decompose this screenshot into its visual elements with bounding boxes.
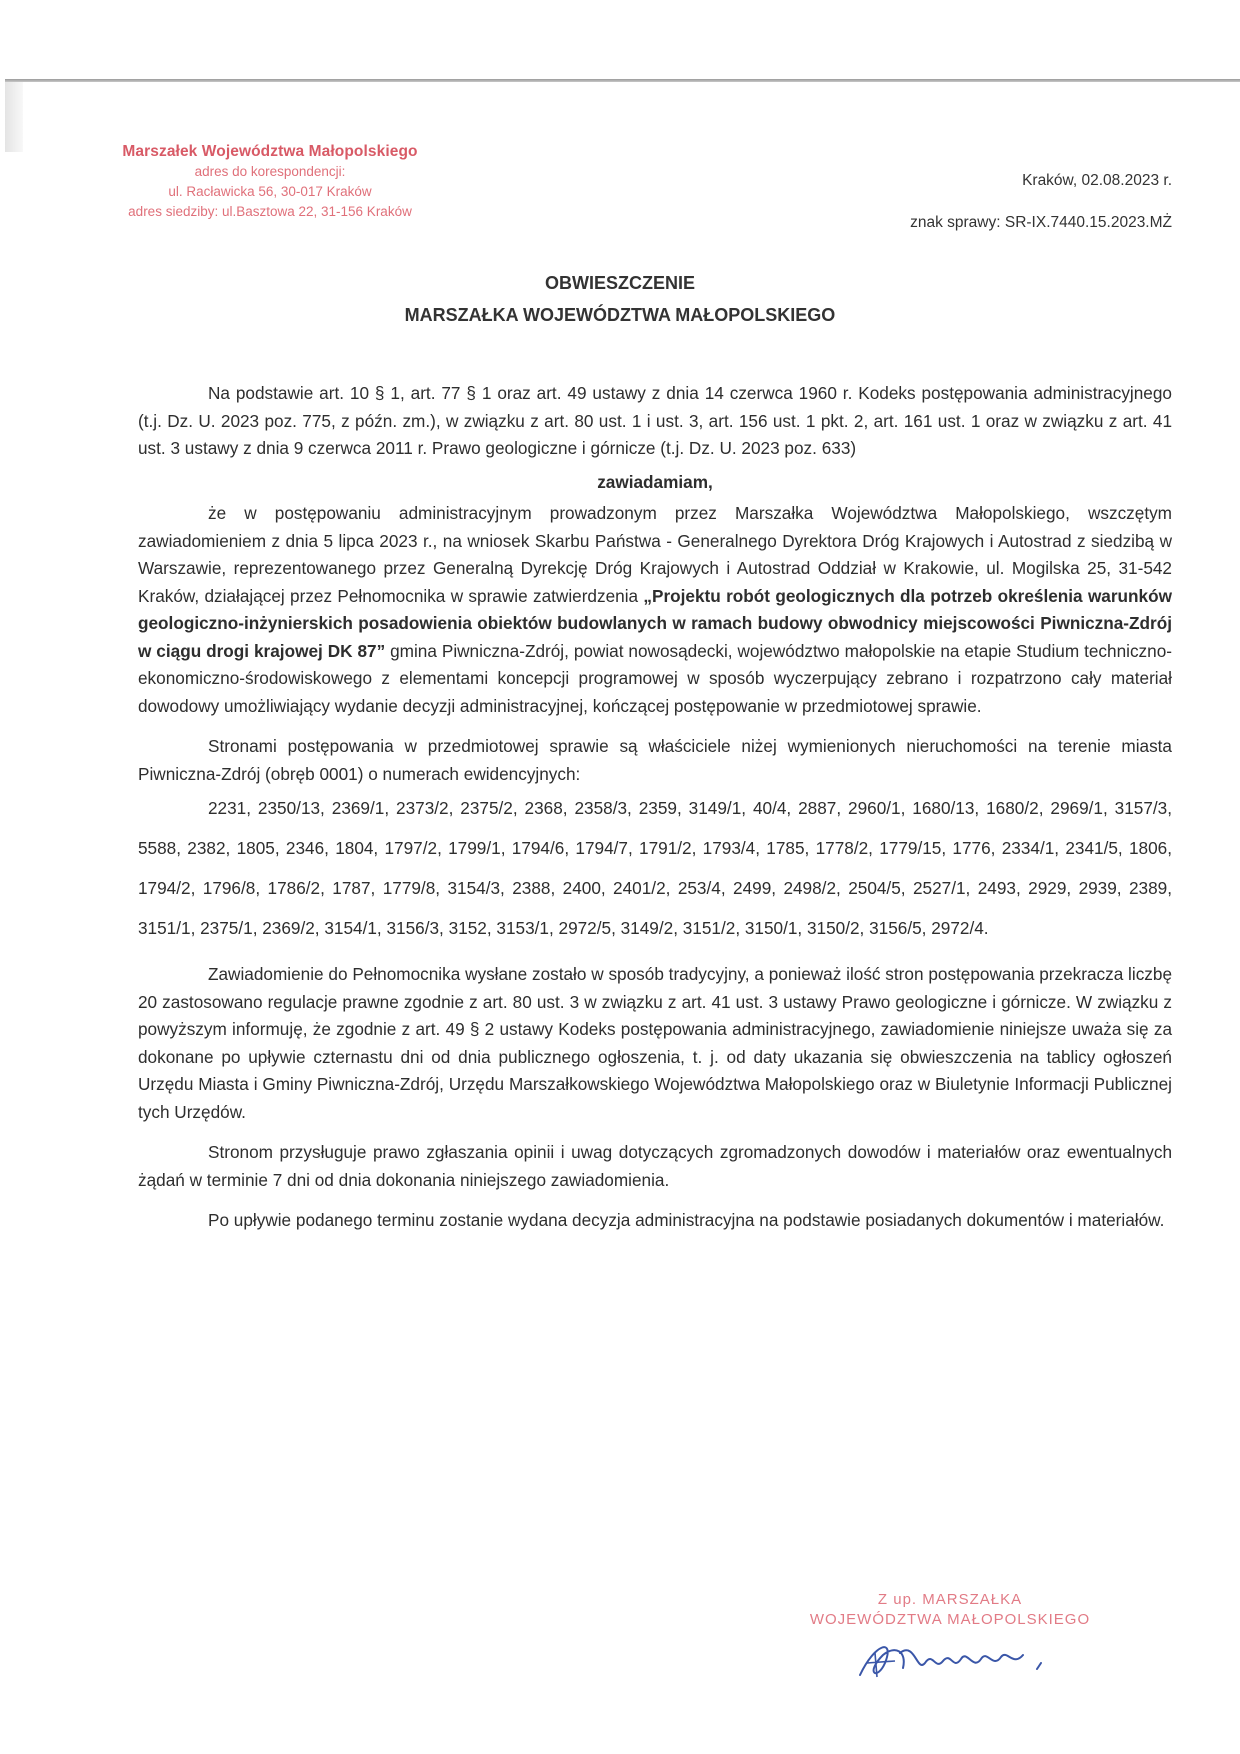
project-title: „Projektu robót geologicznych dla potrzeb określenia warunków geologiczno-inżynierskich posadowienia obiektów budowlanych w ramach budowy obwodnicy miejscowości Piwniczna-Zdrój w ciągu drogi krajowej DK 87”	[138, 585, 1172, 661]
document-title	[0, 267, 1240, 331]
sender-address-label: adres do korespondencji:	[194, 164, 346, 179]
sender-correspondence-address: ul. Racławicka 56, 30-017 Kraków	[168, 184, 372, 199]
decision-paragraph: Po upływie podanego terminu zostanie wydana decyzja administracyjna na podstawie posiadanych dokumentów i materiałów.	[208, 1210, 1165, 1230]
proceedings-text-start: że w postępowaniu administracyjnym prowadzonym przez Marszałka Województwa Małopolskiego, wszczętym zawiadomieniem z dnia 5 lipca 2023 r., na wniosek Skarbu Państwa - Generalnego Dyrektora Dróg Krajowych i Autostrad z siedzibą w Warszawie, reprezentowanego przez Generalną Dyrekcję Dróg Krajowych i Autostrad Oddział w Krakowie, ul. Mogilska 25, 31-542 Kraków, działającej przez Pełnomocnika w sprawie zatwierdzenia	[138, 503, 1172, 606]
parties-paragraph: Stronami postępowania w przedmiotowej sprawie są właściciele niżej wymienionych nieruchomości na terenie miasta Piwniczna-Zdrój (obręb 0001) o numerach ewidencyjnych:	[138, 736, 1172, 784]
notify-heading: zawiadamiam,	[597, 471, 713, 492]
stamp-line-1: Z up. MARSZAŁKA	[877, 1591, 1023, 1608]
stamp-line-2: WOJEWÓDZTWA MAŁOPOLSKIEGO	[809, 1611, 1091, 1628]
scan-edge-top	[5, 79, 1240, 82]
rights-paragraph: Stronom przysługuje prawo zgłaszania opinii i uwag dotyczących zgromadzonych dowodów i materiałów oraz ewentualnych żądań w terminie 7 dni od dnia dokonania niniejszego zawiadomienia.	[138, 1142, 1172, 1190]
title-line-1: OBWIESZCZENIE	[544, 273, 695, 293]
sender-org: Marszałek Województwa Małopolskiego	[122, 143, 418, 160]
document-date: Kraków, 02.08.2023 r.	[1022, 172, 1172, 189]
handwritten-signature-icon	[855, 1633, 1055, 1683]
document-meta	[910, 172, 1172, 232]
sender-seat-address: adres siedziby: ul.Basztowa 22, 31-156 Kraków	[128, 204, 412, 219]
scan-edge-left	[5, 82, 23, 152]
authorization-stamp	[780, 1590, 1120, 1630]
parcel-numbers: 2231, 2350/13, 2369/1, 2373/2, 2375/2, 2368, 2358/3, 2359, 3149/1, 40/4, 2887, 2960/1, 1680/13, 1680/2, 2969/1, 3157/3, 5588, 2382, 1805, 2346, 1804, 1797/2, 1799/1, 1794/6, 1794/7, 1791/2, 1793/4, 1785, 1778/2, 1779/15, 1776, 2334/1, 2341/5, 1806, 1794/2, 1796/8, 1786/2, 1787, 1779/8, 3154/3, 2388, 2400, 2401/2, 253/4, 2499, 2498/2, 2504/5, 2527/1, 2493, 2929, 2939, 2389, 3151/1, 2375/1, 2369/2, 3154/1, 3156/3, 3152, 3153/1, 2972/5, 3149/2, 3151/2, 3150/1, 3150/2, 3156/5, 2972/4.	[138, 798, 1172, 938]
proceedings-text-end: gmina Piwniczna-Zdrój, powiat nowosądecki, województwo małopolskie na etapie Studium techniczno-ekonomiczno-środowiskowego z elementami koncepcji programowej w sposób wyczerpujący zebrano i rozpatrzono cały materiał dowodowy umożliwiający wydanie decyzji administracyjnej, kończącej postępowanie w przedmiotowej sprawie.	[138, 640, 1172, 716]
case-reference: znak sprawy: SR-IX.7440.15.2023.MŻ	[910, 214, 1172, 231]
title-line-2: MARSZAŁKA WOJEWÓDZTWA MAŁOPOLSKIEGO	[404, 305, 836, 325]
sender-header	[100, 142, 440, 222]
notification-paragraph: Zawiadomienie do Pełnomocnika wysłane zostało w sposób tradycyjny, a ponieważ ilość stron postępowania przekracza liczbę 20 zastosowano regulacje prawne zgodnie z art. 80 ust. 3 w związku z art. 41 ust. 3 ustawy Prawo geologiczne i górnicze. W związku z powyższym informuję, że zgodnie z art. 49 § 2 ustawy Kodeks postępowania administracyjnego, zawiadomienie niniejsze uważa się za dokonane po upływie czternastu dni od dnia publicznego ogłoszenia, t. j. od daty ukazania się obwieszczenia na tablicy ogłoszeń Urzędu Miasta i Gminy Piwniczna-Zdrój, Urzędu Marszałkowskiego Województwa Małopolskiego oraz w Biuletynie Informacji Publicznej tych Urzędów.	[138, 964, 1172, 1122]
document-body	[138, 380, 1172, 1235]
proceedings-paragraph	[138, 500, 1172, 720]
legal-basis-paragraph: Na podstawie art. 10 § 1, art. 77 § 1 oraz art. 49 ustawy z dnia 14 czerwca 1960 r. Kodeks postępowania administracyjnego (t.j. Dz. U. 2023 poz. 775, z późn. zm.), w związku z art. 80 ust. 1 i ust. 3, art. 156 ust. 1 pkt. 2, art. 161 ust. 1 oraz w związku z art. 41 ust. 3 ustawy z dnia 9 czerwca 2011 r. Prawo geologiczne i górnicze (t.j. Dz. U. 2023 poz. 633)	[138, 383, 1172, 458]
